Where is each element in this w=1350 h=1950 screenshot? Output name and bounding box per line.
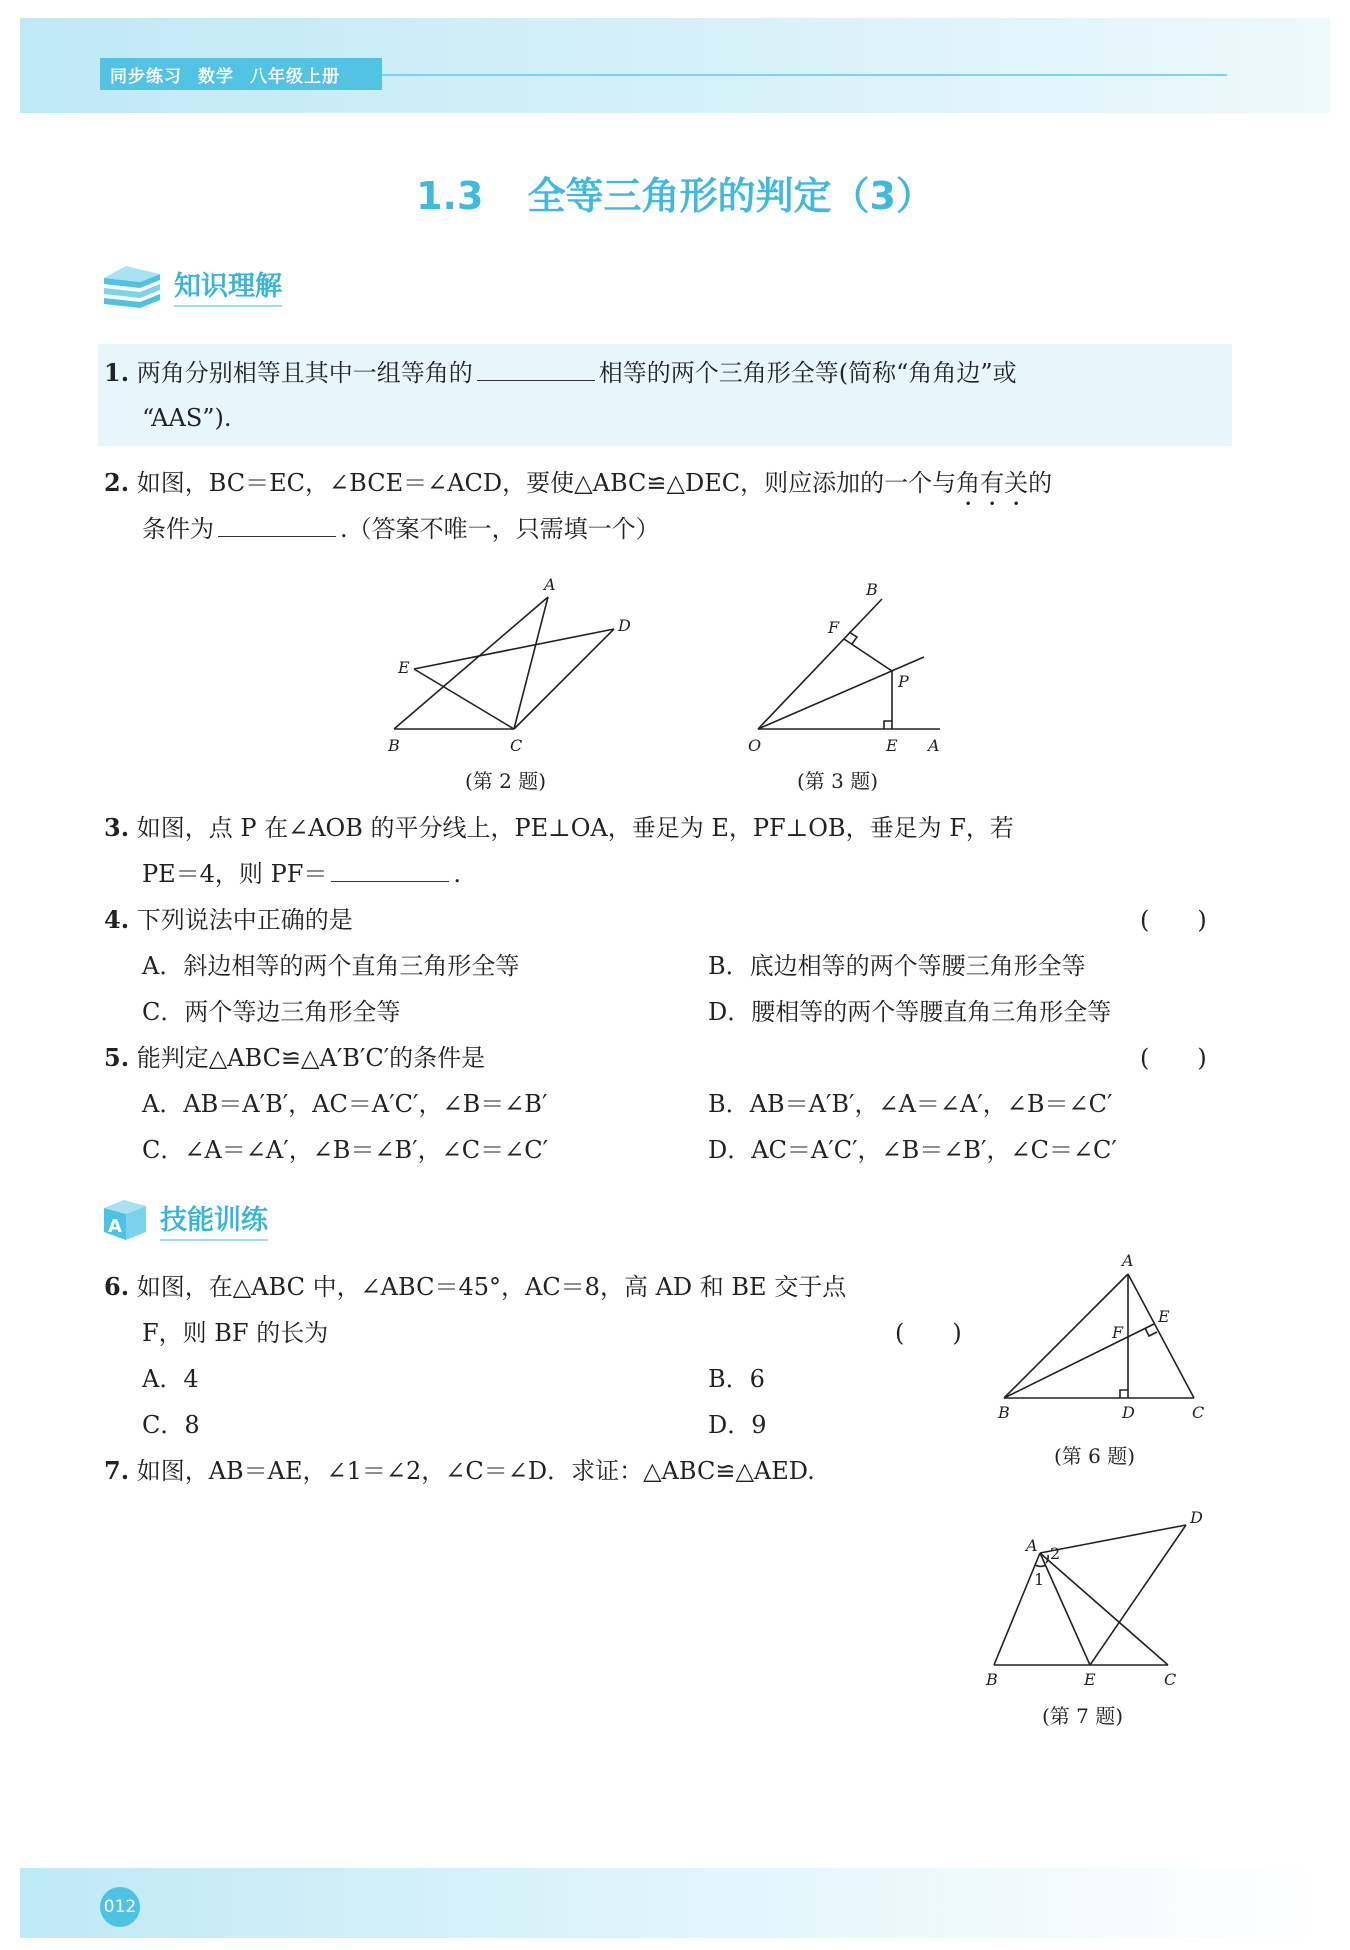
q4-option-d[interactable]: D．腰相等的两个等腰直角三角形全等 <box>708 998 1112 1026</box>
q3-blank[interactable] <box>331 859 449 882</box>
q5-option-b[interactable]: B．AB＝A′B′，∠A＝∠A′，∠B＝∠C′ <box>708 1090 1113 1118</box>
fig2-label-e: E <box>398 658 410 677</box>
q1-number: 1. <box>104 358 130 387</box>
fig2-label-d: D <box>618 616 631 635</box>
fig6-label-c: C <box>1192 1403 1205 1422</box>
q6-line2: F，则 BF 的长为 <box>142 1319 329 1347</box>
fig3-caption: (第 3 题) <box>797 769 879 793</box>
header-grade: 八年级上册 <box>250 66 340 87</box>
q4-number: 4. <box>104 905 130 934</box>
section-knowledge <box>100 262 282 308</box>
q5-number: 5. <box>104 1043 130 1072</box>
section-skills <box>100 1196 268 1242</box>
header-rule <box>382 74 1227 76</box>
fig2-label-a: A <box>544 575 556 594</box>
header-subject: 数学 <box>198 66 234 87</box>
q6-option-d[interactable]: D．9 <box>708 1411 767 1439</box>
fig7-label-e: E <box>1084 1670 1096 1685</box>
svg-text:A: A <box>108 1216 122 1237</box>
q6-option-b[interactable]: B．6 <box>708 1365 765 1393</box>
q5-option-a[interactable]: A．AB＝A′B′，AC＝A′C′，∠B＝∠B′ <box>142 1090 548 1118</box>
fig7-label-d: D <box>1190 1508 1203 1527</box>
fig7-label-1: 1 <box>1034 1570 1045 1589</box>
q2-line2: 条件为 .（答案不唯一，只需填一个） <box>142 515 660 543</box>
fig2-caption: (第 2 题) <box>465 769 547 793</box>
section-skills-label: 技能训练 <box>160 1198 268 1241</box>
q2-number: 2. <box>104 468 130 497</box>
q4-option-c[interactable]: C．两个等边三角形全等 <box>142 998 401 1026</box>
q6-option-c[interactable]: C．8 <box>142 1411 200 1439</box>
q5-option-d[interactable]: D．AC＝A′C′，∠B＝∠B′，∠C＝∠C′ <box>708 1136 1117 1164</box>
q1-line2: “AAS”). <box>142 404 232 432</box>
section-knowledge-label: 知识理解 <box>174 264 282 307</box>
fig3-label-b: B <box>866 580 878 599</box>
q2-line1: 2. 如图，BC＝EC，∠BCE＝∠ACD，要使△ABC≌△DEC，则应添加的一个与角有关的 <box>104 468 1053 497</box>
fig7-caption: (第 7 题) <box>1042 1704 1124 1728</box>
page-number: 012 <box>100 1887 140 1927</box>
fig3-label-e: E <box>886 736 898 755</box>
fig7-label-c: C <box>1164 1670 1177 1685</box>
fig6-label-f: F <box>1112 1323 1124 1342</box>
fig7-label-a: A <box>1026 1536 1038 1555</box>
fig6-label-b: B <box>998 1403 1010 1422</box>
fig3-label-a: A <box>928 736 940 755</box>
q3-number: 3. <box>104 813 130 842</box>
fig3-label-p: P <box>898 672 909 691</box>
footer-band <box>20 1868 1330 1938</box>
q6-option-a[interactable]: A．4 <box>142 1365 199 1393</box>
fig6-label-a: A <box>1122 1251 1134 1270</box>
fig6-label-d: D <box>1122 1403 1135 1422</box>
fig2-label-b: B <box>388 736 400 755</box>
q6-answer-paren[interactable]: ( ) <box>895 1319 962 1347</box>
figure-q7 <box>980 1505 1210 1685</box>
q4-stem: 4. 下列说法中正确的是 <box>104 905 353 934</box>
fig3-label-f: F <box>828 618 840 637</box>
q4-option-a[interactable]: A．斜边相等的两个直角三角形全等 <box>142 952 520 980</box>
fig6-caption: (第 6 题) <box>1054 1444 1136 1468</box>
page-title <box>0 165 1350 220</box>
cube-icon <box>100 1196 150 1242</box>
q3-line2: PE＝4，则 PF＝ . <box>142 860 462 888</box>
q5-answer-paren[interactable]: ( ) <box>1140 1044 1207 1072</box>
header-tag <box>100 58 382 90</box>
q7-line1: 7. 如图，AB＝AE，∠1＝∠2，∠C＝∠D．求证：△ABC≌△AED. <box>104 1456 815 1485</box>
books-icon <box>100 262 164 308</box>
fig2-label-c: C <box>510 736 523 755</box>
figure-q6 <box>990 1250 1210 1430</box>
q3-line1: 3. 如图，点 P 在∠AOB 的平分线上，PE⊥OA，垂足为 E，PF⊥OB，垂足为 F，若 <box>104 813 1014 842</box>
fig3-label-o: O <box>748 736 762 755</box>
q4-answer-paren[interactable]: ( ) <box>1140 906 1207 934</box>
q7-number: 7. <box>104 1456 130 1485</box>
q5-option-c[interactable]: C．∠A＝∠A′，∠B＝∠B′，∠C＝∠C′ <box>142 1136 549 1164</box>
q4-option-b[interactable]: B．底边相等的两个等腰三角形全等 <box>708 952 1086 980</box>
figure-q2 <box>380 575 640 755</box>
fig7-label-b: B <box>986 1670 998 1685</box>
header-series: 同步练习 <box>110 66 182 87</box>
q2-blank[interactable] <box>218 514 336 537</box>
q1-line1: 1. 两角分别相等且其中一组等角的 相等的两个三角形全等(简称“角角边”或 <box>104 358 1017 387</box>
section-number: 1.3 <box>416 174 484 218</box>
figure-q3 <box>740 575 960 755</box>
q5-stem: 5. 能判定△ABC≌△A′B′C′的条件是 <box>104 1043 486 1072</box>
q6-line1: 6. 如图，在△ABC 中，∠ABC＝45°，AC＝8，高 AD 和 BE 交于点 <box>104 1272 847 1301</box>
q1-blank[interactable] <box>477 358 595 381</box>
fig7-label-2: 2 <box>1050 1544 1061 1563</box>
section-title: 全等三角形的判定（3） <box>527 174 934 218</box>
fig6-label-e: E <box>1158 1307 1170 1326</box>
q6-number: 6. <box>104 1272 130 1301</box>
q2-emphasis: 角有关 <box>956 469 1029 497</box>
